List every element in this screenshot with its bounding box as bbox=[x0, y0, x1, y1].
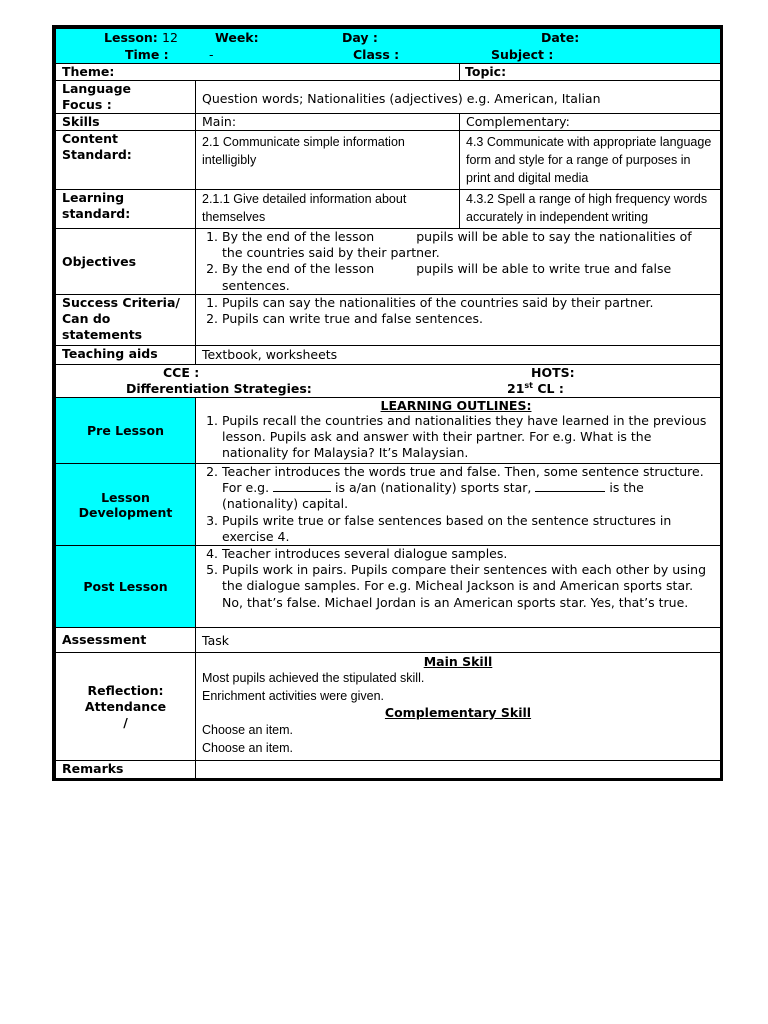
content-standard-complementary bbox=[460, 131, 721, 190]
objective-item bbox=[222, 229, 716, 261]
topic-cell bbox=[460, 64, 721, 81]
skills-complementary bbox=[460, 114, 721, 131]
lesson-development-label bbox=[56, 464, 196, 546]
learning-standard-complementary-text: 4.3.2 Spell a range of high frequency words accurately in independent writing bbox=[466, 192, 708, 224]
success-criteria-item: 1. Pupils can say the nationalities of the countries said by their partner. bbox=[222, 295, 720, 311]
objectives-label-text: Objectives bbox=[62, 253, 137, 269]
assessment-label-text: Assessment bbox=[62, 632, 147, 648]
lesson-development-label-line1: Lesson bbox=[101, 489, 150, 505]
outline-item-2-part3: is the (nationality) capital. bbox=[222, 480, 644, 512]
learning-standard-label-line2: standard: bbox=[62, 206, 131, 221]
objective-item bbox=[222, 261, 716, 293]
learning-standard-label-line1: Learning bbox=[62, 190, 125, 205]
pre-lesson-label-text: Pre Lesson bbox=[87, 423, 164, 438]
teaching-aids-label bbox=[56, 346, 196, 365]
content-standard-label bbox=[56, 131, 196, 190]
pre-lesson-cell bbox=[196, 398, 721, 464]
assessment-text: Task bbox=[202, 632, 229, 648]
reflection-label bbox=[56, 653, 196, 761]
learning-standard-main bbox=[196, 190, 460, 229]
language-focus-text: Question words; Nationalities (adjectives) e.g. American, Italian bbox=[202, 91, 601, 106]
outline-item-2-part2: is a/an (nationality) sports star, bbox=[335, 480, 532, 496]
blank-line bbox=[273, 480, 331, 492]
learning-standard-complementary bbox=[460, 190, 721, 229]
outline-item-5: 5. Pupils work in pairs. Pupils compare their sentences with each other by using the dialogue samples. For e.g. Micheal Jackson is and American sports star. No, that’s false. Michael Jordan is an American sports star. Yes, that’s true. bbox=[222, 562, 716, 611]
reflection-label-line3: / bbox=[123, 714, 128, 730]
subject-label: Subject : bbox=[491, 47, 554, 62]
lesson-plan-table bbox=[55, 28, 721, 781]
learning-outlines-title: LEARNING OUTLINES: bbox=[380, 398, 532, 413]
objective-1-start: By the end of the lesson bbox=[222, 229, 375, 244]
lesson-development-cell bbox=[196, 464, 721, 546]
day-label: Day : bbox=[342, 30, 378, 45]
topic-label: Topic: bbox=[465, 64, 507, 79]
language-focus-value bbox=[196, 81, 721, 114]
objectives-cell bbox=[196, 229, 721, 295]
main-skill-line1: Most pupils achieved the stipulated skill. bbox=[202, 671, 425, 686]
date-label: Date: bbox=[541, 30, 580, 45]
reflection-label-line2: Attendance bbox=[84, 698, 167, 714]
week-label: Week: bbox=[215, 30, 259, 45]
skills-label-text: Skills bbox=[62, 114, 100, 129]
objectives-list bbox=[196, 229, 716, 294]
21st-cl-number: 21 bbox=[507, 381, 525, 396]
language-focus-label bbox=[56, 81, 196, 114]
content-standard-complementary-text: 4.3 Communicate with appropriate language form and style for a range of purposes in print and digital media bbox=[466, 135, 712, 185]
objective-2-end: pupils will be able to write true and false sentences. bbox=[222, 261, 672, 293]
skills-label bbox=[56, 114, 196, 131]
content-standard-main-text: 2.1 Communicate simple information intelligibly bbox=[202, 135, 405, 167]
reflection-label-line1: Reflection: bbox=[87, 682, 164, 698]
learning-standard-label bbox=[56, 190, 196, 229]
post-lesson-label-text: Post Lesson bbox=[83, 579, 168, 595]
success-criteria-item: 2. Pupils can write true and false sentences. bbox=[222, 311, 720, 327]
learning-standard-main-text: 2.1.1 Give detailed information about themselves bbox=[202, 192, 407, 224]
class-label: Class : bbox=[353, 47, 400, 62]
remarks-value[interactable] bbox=[196, 761, 721, 781]
outline-item-2 bbox=[222, 464, 716, 513]
remarks-label-text: Remarks bbox=[62, 761, 124, 777]
outline-item-4: 4. Teacher introduces several dialogue samples. bbox=[222, 546, 716, 562]
comp-skill-dropdown-1[interactable]: Choose an item. bbox=[202, 723, 294, 738]
comp-skill-dropdown-2[interactable]: Choose an item. bbox=[202, 741, 294, 756]
header-row bbox=[56, 29, 721, 64]
teaching-aids-value bbox=[196, 346, 721, 365]
lesson-development-label-line2: Development bbox=[78, 504, 173, 520]
theme-label: Theme: bbox=[62, 64, 115, 79]
success-criteria-label bbox=[56, 295, 196, 346]
remarks-label bbox=[56, 761, 196, 781]
blank-line bbox=[535, 480, 605, 492]
skills-main bbox=[196, 114, 460, 131]
cce-hots-row bbox=[56, 365, 721, 398]
21st-cl-label bbox=[507, 381, 564, 396]
time-value: - bbox=[209, 47, 214, 62]
reflection-cell bbox=[196, 653, 721, 761]
language-focus-label-line1: Language bbox=[62, 81, 132, 96]
success-criteria-cell bbox=[196, 295, 721, 346]
21st-cl-rest: CL : bbox=[533, 381, 564, 396]
post-lesson-label bbox=[56, 546, 196, 628]
cce-label: CCE : bbox=[163, 365, 200, 380]
pre-lesson-label bbox=[56, 398, 196, 464]
outline-item-2-part1: Teacher introduces the words true and false. Then, some sentence structure. For e.g. bbox=[222, 464, 704, 496]
lesson-value: 12 bbox=[162, 30, 178, 45]
success-criteria-label-line3: statements bbox=[62, 327, 143, 342]
lesson-plan-frame bbox=[52, 25, 723, 781]
content-standard-main bbox=[196, 131, 460, 190]
hots-label: HOTS: bbox=[531, 365, 575, 380]
lesson-label: Lesson: bbox=[104, 30, 158, 45]
main-skill-line2: Enrichment activities were given. bbox=[202, 689, 385, 704]
content-standard-label-line1: Content bbox=[62, 131, 118, 146]
success-criteria-list bbox=[196, 295, 720, 327]
teaching-aids-text: Textbook, worksheets bbox=[202, 347, 338, 362]
pre-lesson-list bbox=[196, 413, 716, 462]
differentiation-label: Differentiation Strategies: bbox=[126, 381, 312, 396]
post-lesson-cell bbox=[196, 546, 721, 628]
post-lesson-list bbox=[196, 546, 716, 611]
language-focus-label-line2: Focus : bbox=[62, 97, 112, 112]
assessment-value bbox=[196, 628, 721, 653]
skills-main-text: Main: bbox=[202, 114, 237, 129]
objective-2-start: By the end of the lesson bbox=[222, 261, 375, 277]
outline-item-3: 3. Pupils write true or false sentences based on the sentence structures in exercise 4. bbox=[222, 513, 716, 545]
content-standard-label-line2: Standard: bbox=[62, 147, 132, 162]
theme-cell bbox=[56, 64, 460, 81]
objectives-label bbox=[56, 229, 196, 295]
skills-complementary-text: Complementary: bbox=[466, 114, 570, 129]
complementary-skill-title: Complementary Skill bbox=[384, 705, 532, 721]
lesson-development-list bbox=[196, 464, 716, 545]
21st-cl-suffix: st bbox=[524, 380, 533, 390]
objective-1-end: pupils will be able to say the nationalities of the countries said by their partner. bbox=[222, 229, 692, 261]
time-label: Time : bbox=[125, 47, 169, 62]
outline-item-1: 1. Pupils recall the countries and nationalities they have learned in the previous lesson. Pupils ask and answer with their partner. For e.g. What is the nationality for Malaysia? It’s Malaysian. bbox=[222, 413, 716, 462]
success-criteria-label-line2: Can do bbox=[62, 311, 111, 326]
main-skill-title: Main Skill bbox=[423, 654, 493, 670]
teaching-aids-label-text: Teaching aids bbox=[62, 346, 158, 361]
success-criteria-label-line1: Success Criteria/ bbox=[62, 295, 180, 310]
assessment-label bbox=[56, 628, 196, 653]
